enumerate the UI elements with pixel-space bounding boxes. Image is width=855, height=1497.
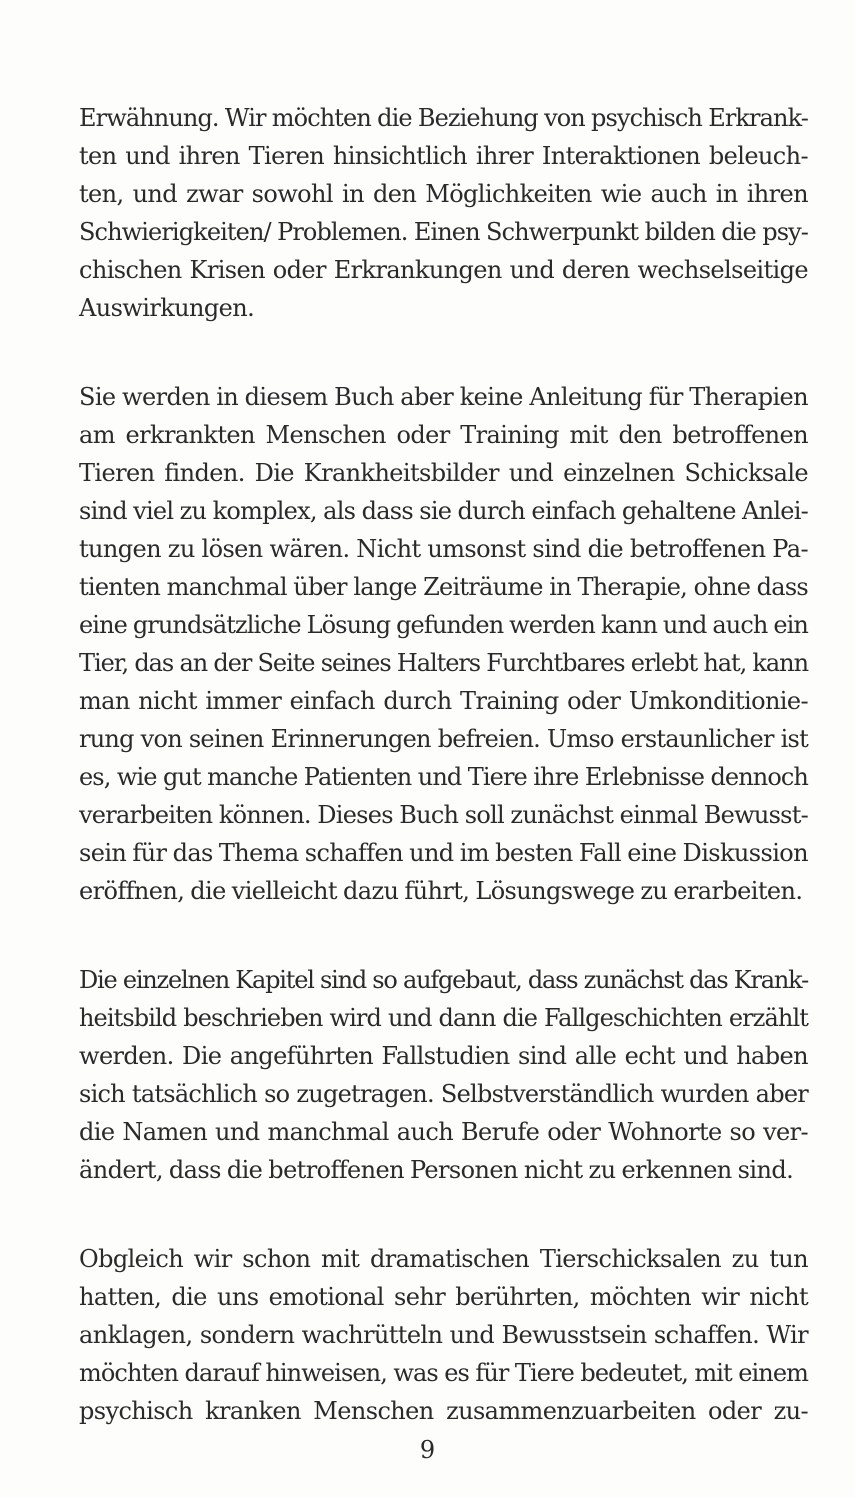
- text-line: möchten darauf hinweisen, was es für Tiere bedeutet, mit einem: [79, 1359, 808, 1387]
- text-line: sich tatsächlich so zugetragen. Selbstverständlich wurden aber: [79, 1080, 808, 1108]
- text-line: tienten manchmal über lange Zeiträume in Therapie, ohne dass: [79, 573, 808, 601]
- text-line: verarbeiten können. Dieses Buch soll zunächst einmal Bewusst-: [79, 801, 808, 829]
- text-line: chischen Krisen oder Erkrankungen und deren wechselseitige: [79, 256, 808, 284]
- text-line: Erwähnung. Wir möchten die Beziehung von psychisch Erkrank-: [79, 104, 808, 132]
- text-line: rung von seinen Erinnerungen befreien. Umso erstaunlicher ist: [79, 725, 808, 753]
- text-line: tungen zu lösen wären. Nicht umsonst sind die betroffenen Pa-: [79, 535, 808, 563]
- page-number: 9: [419, 1436, 436, 1464]
- paragraph-2: [79, 378, 808, 910]
- text-line: Sie werden in diesem Buch aber keine Anleitung für Therapien: [79, 383, 808, 411]
- text-line: Tieren finden. Die Krankheitsbilder und einzelnen Schicksale: [79, 459, 808, 487]
- text-line: Tier, das an der Seite seines Halters Furchtbares erlebt hat, kann: [79, 649, 808, 677]
- paragraph-4: [79, 1240, 808, 1430]
- text-line: heitsbild beschrieben wird und dann die Fallgeschichten erzählt: [79, 1004, 808, 1032]
- text-line: man nicht immer einfach durch Training oder Umkonditionie-: [79, 687, 808, 715]
- text-line: Schwierigkeiten/ Problemen. Einen Schwerpunkt bilden die psy-: [79, 218, 808, 246]
- paragraph-1: [79, 99, 808, 327]
- text-line: psychisch kranken Menschen zusammenzuarbeiten oder zu-: [79, 1397, 808, 1425]
- text-line: werden. Die angeführten Fallstudien sind alle echt und haben: [79, 1042, 808, 1070]
- text-line: eröffnen, die vielleicht dazu führt, Lösungswege zu erarbeiten.: [79, 877, 803, 905]
- text-line: hatten, die uns emotional sehr berührten, möchten wir nicht: [79, 1283, 808, 1311]
- text-line: sind viel zu komplex, als dass sie durch einfach gehaltene Anlei-: [79, 497, 808, 525]
- text-line: eine grundsätzliche Lösung gefunden werden kann und auch ein: [79, 611, 808, 639]
- text-line: es, wie gut manche Patienten und Tiere ihre Erlebnisse dennoch: [79, 763, 808, 791]
- text-line: ändert, dass die betroffenen Personen nicht zu erkennen sind.: [79, 1156, 794, 1184]
- text-line: sein für das Thema schaffen und im besten Fall eine Diskussion: [79, 839, 808, 867]
- paragraph-3: [79, 961, 808, 1189]
- text-line: am erkrankten Menschen oder Training mit den betroffenen: [79, 421, 808, 449]
- text-line: Obgleich wir schon mit dramatischen Tierschicksalen zu tun: [79, 1245, 808, 1273]
- text-line: die Namen und manchmal auch Berufe oder Wohnorte so ver-: [79, 1118, 808, 1146]
- body-text: [79, 99, 808, 1481]
- text-line: ten, und zwar sowohl in den Möglichkeiten wie auch in ihren: [79, 180, 808, 208]
- text-line: Auswirkungen.: [79, 294, 255, 322]
- text-line: anklagen, sondern wachrütteln und Bewusstsein schaffen. Wir: [79, 1321, 808, 1349]
- text-line: ten und ihren Tieren hinsichtlich ihrer Interaktionen beleuch-: [79, 142, 808, 170]
- text-line: Die einzelnen Kapitel sind so aufgebaut, dass zunächst das Krank-: [79, 966, 808, 994]
